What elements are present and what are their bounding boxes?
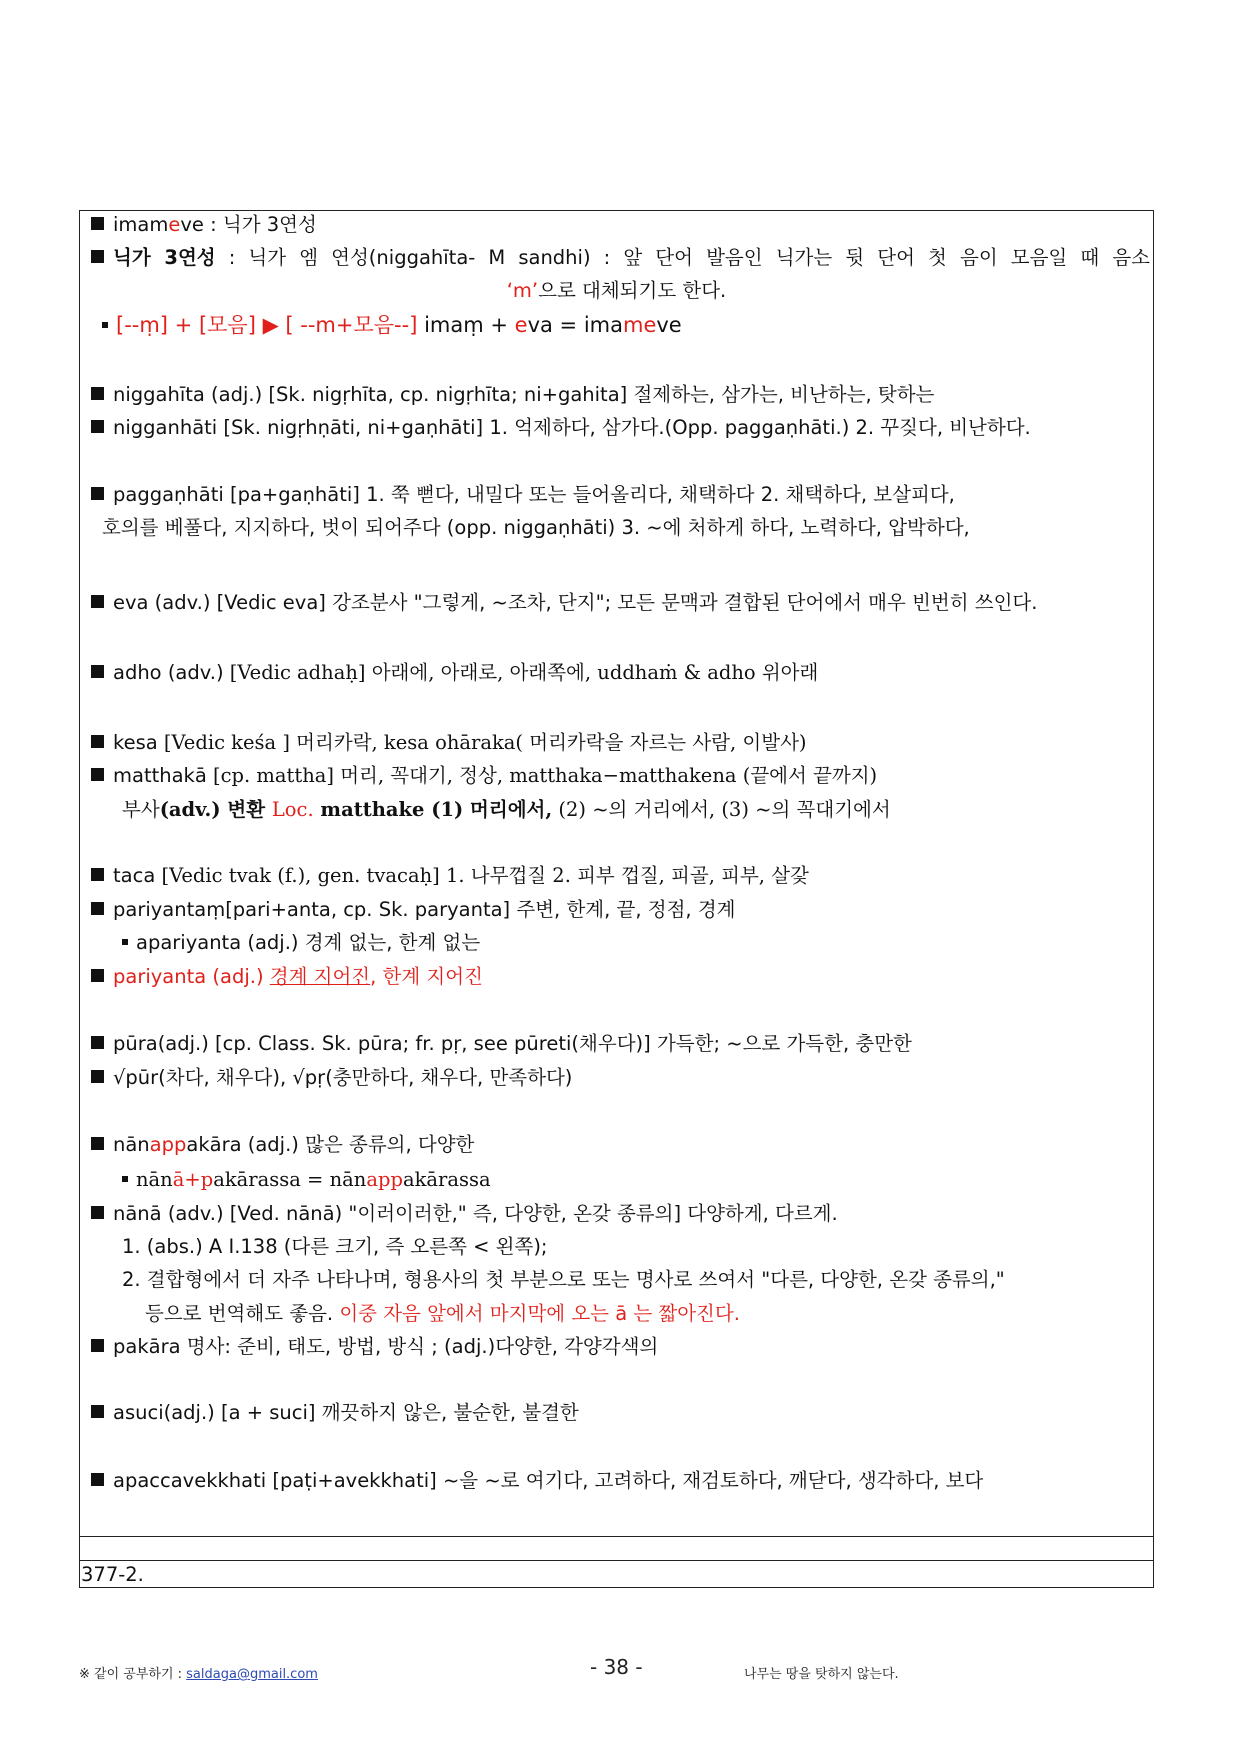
entry-apaccavekkhati: apaccavekkhati [paṭi+avekkhati] ~을 ~로 여기다, 고려하다, 재검토하다, 깨닫다, 생각하다, 보다 [91, 1466, 1150, 1496]
square-bullet-icon [91, 1036, 104, 1049]
entry-nanappakara: nānappakāra (adj.) 많은 종류의, 다양한 [91, 1130, 1150, 1160]
square-bullet-icon [91, 969, 104, 982]
entry-root-pur: √pūr(차다, 채우다), √pṛ(충만하다, 채우다, 만족하다) [91, 1063, 1150, 1093]
square-bullet-icon [91, 1339, 104, 1352]
small-bullet-icon [122, 1176, 128, 1182]
square-bullet-icon [91, 250, 104, 263]
entry-taca: taca [Vedic tvak (f.), gen. tvacaḥ] 1. 나무껍질 2. 피부 껍질, 피골, 피부, 살갗 [91, 861, 1150, 891]
square-bullet-icon [91, 420, 104, 433]
box-divider-top [79, 1536, 1154, 1537]
square-bullet-icon [91, 387, 104, 400]
entry-imameve: imameve : 닉가 3연성 [91, 210, 1150, 240]
square-bullet-icon [91, 217, 104, 230]
footer-email-link[interactable]: saldaga@gmail.com [186, 1667, 318, 1682]
entry-matthaka: matthakā [cp. mattha] 머리, 꼭대기, 정상, matthaka−matthakena (끝에서 끝까지) [91, 761, 1150, 791]
entry-kesa: kesa [Vedic keśa ] 머리카락, kesa ohāraka( 머리카락을 자르는 사람, 이발사) [91, 728, 1150, 758]
entry-nana-sense-1: 1. (abs.) A I.138 (다른 크기, 즉 오른쪽 < 왼쪽); [122, 1235, 548, 1258]
entry-apariyanta: apariyanta (adj.) 경계 없는, 한계 없는 [122, 928, 1150, 958]
entry-nana-sense-2-cont: 등으로 번역해도 좋음. 이중 자음 앞에서 마지막에 오는 ā 는 짧아진다. [145, 1302, 740, 1325]
square-bullet-icon [91, 487, 104, 500]
square-bullet-icon [91, 665, 104, 678]
entry-pagganhati-cont: 호의를 베풀다, 지지하다, 벗이 되어주다 (opp. niggaṇhāti) 3. ~에 처하게 하다, 노력하다, 압박하다, [102, 516, 970, 539]
square-bullet-icon [91, 768, 104, 781]
square-bullet-icon [91, 735, 104, 748]
square-bullet-icon [91, 1405, 104, 1418]
entry-nana-adv: nānā (adv.) [Ved. nānā) "이러이러한," 즉, 다양한, 온갖 종류의] 다양하게, 다르게. [91, 1199, 1150, 1229]
entry-eva: eva (adv.) [Vedic eva] 강조분사 "그렇게, ~조차, 단지"; 모든 문맥과 결합된 단어에서 매우 빈번히 쓰인다. [91, 588, 1150, 618]
entry-niggahita-adj: niggahīta (adj.) [Sk. nigṛhīta, cp. nigṛhīta; ni+gahita] 절제하는, 삼가는, 비난하는, 탓하는 [91, 380, 1150, 410]
footer-right: 나무는 땅을 탓하지 않는다. [744, 1667, 899, 1682]
entry-nana-sandhi: nānā+pakārassa = nānappakārassa [122, 1165, 1150, 1195]
entry-pura: pūra(adj.) [cp. Class. Sk. pūra; fr. pṛ, see pūreti(채우다)] 가득한; ~으로 가득한, 충만한 [91, 1029, 1150, 1059]
square-bullet-icon [91, 1206, 104, 1219]
entry-pariyanta: pariyanta (adj.) 경계 지어진, 한계 지어진 [91, 962, 1150, 992]
sandhi-rule: [--ṃ] + [모음] ▶ [ --m+모음--] imaṃ + eva = imameve [102, 310, 1150, 340]
entry-matthaka-adverb: 부사(adv.) 변환 Loc. matthake (1) 머리에서, (2) ~의 거리에서, (3) ~의 꼭대기에서 [122, 798, 891, 821]
box-footer-label: 377-2. [81, 1563, 144, 1586]
entry-niggahita-sandhi-cont: ‘m’으로 대체되기도 한다. [506, 279, 727, 302]
square-bullet-icon [91, 595, 104, 608]
entry-pagganhati: paggaṇhāti [pa+gaṇhāti] 1. 쭉 뻗다, 내밀다 또는 들어올리다, 채택하다 2. 채택하다, 보살피다, [91, 480, 1150, 510]
page-number: - 38 - [590, 1655, 643, 1679]
entry-nana-sense-2: 2. 결합형에서 더 자주 나타나며, 형용사의 첫 부분으로 또는 명사로 쓰여서 "다른, 다양한, 온갖 종류의," [122, 1268, 1005, 1291]
square-bullet-icon [91, 902, 104, 915]
entry-adho: adho (adv.) [Vedic adhaḥ] 아래에, 아래로, 아래쪽에, uddhaṁ & adho 위아래 [91, 658, 1150, 688]
entry-asuci: asuci(adj.) [a + suci] 깨끗하지 않은, 불순한, 불결한 [91, 1398, 1150, 1428]
square-bullet-icon [91, 1473, 104, 1486]
entry-nigganhati: nigganhāti [Sk. nigṛhṇāti, ni+gaṇhāti] 1. 억제하다, 삼가다.(Opp. paggaṇhāti.) 2. 꾸짖다, 비난하다. [91, 413, 1150, 443]
small-bullet-icon [102, 322, 108, 328]
square-bullet-icon [91, 1137, 104, 1150]
entry-pakara: pakāra 명사: 준비, 태도, 방법, 방식 ; (adj.)다양한, 각양각색의 [91, 1332, 1150, 1362]
entry-pariyantam: pariyantaṃ[pari+anta, cp. Sk. paryanta] 주변, 한계, 끝, 정점, 경계 [91, 895, 1150, 925]
small-bullet-icon [122, 939, 128, 945]
square-bullet-icon [91, 868, 104, 881]
entry-niggahita-sandhi: 닉가 3연성 : 닉가 엠 연성(niggahīta- M sandhi) : 앞 단어 발음인 닉가는 뒷 단어 첫 음이 모음일 때 음소 [91, 243, 1150, 273]
square-bullet-icon [91, 1070, 104, 1083]
footer-left: ※ 같이 공부하기 : saldaga@gmail.com [79, 1667, 318, 1682]
